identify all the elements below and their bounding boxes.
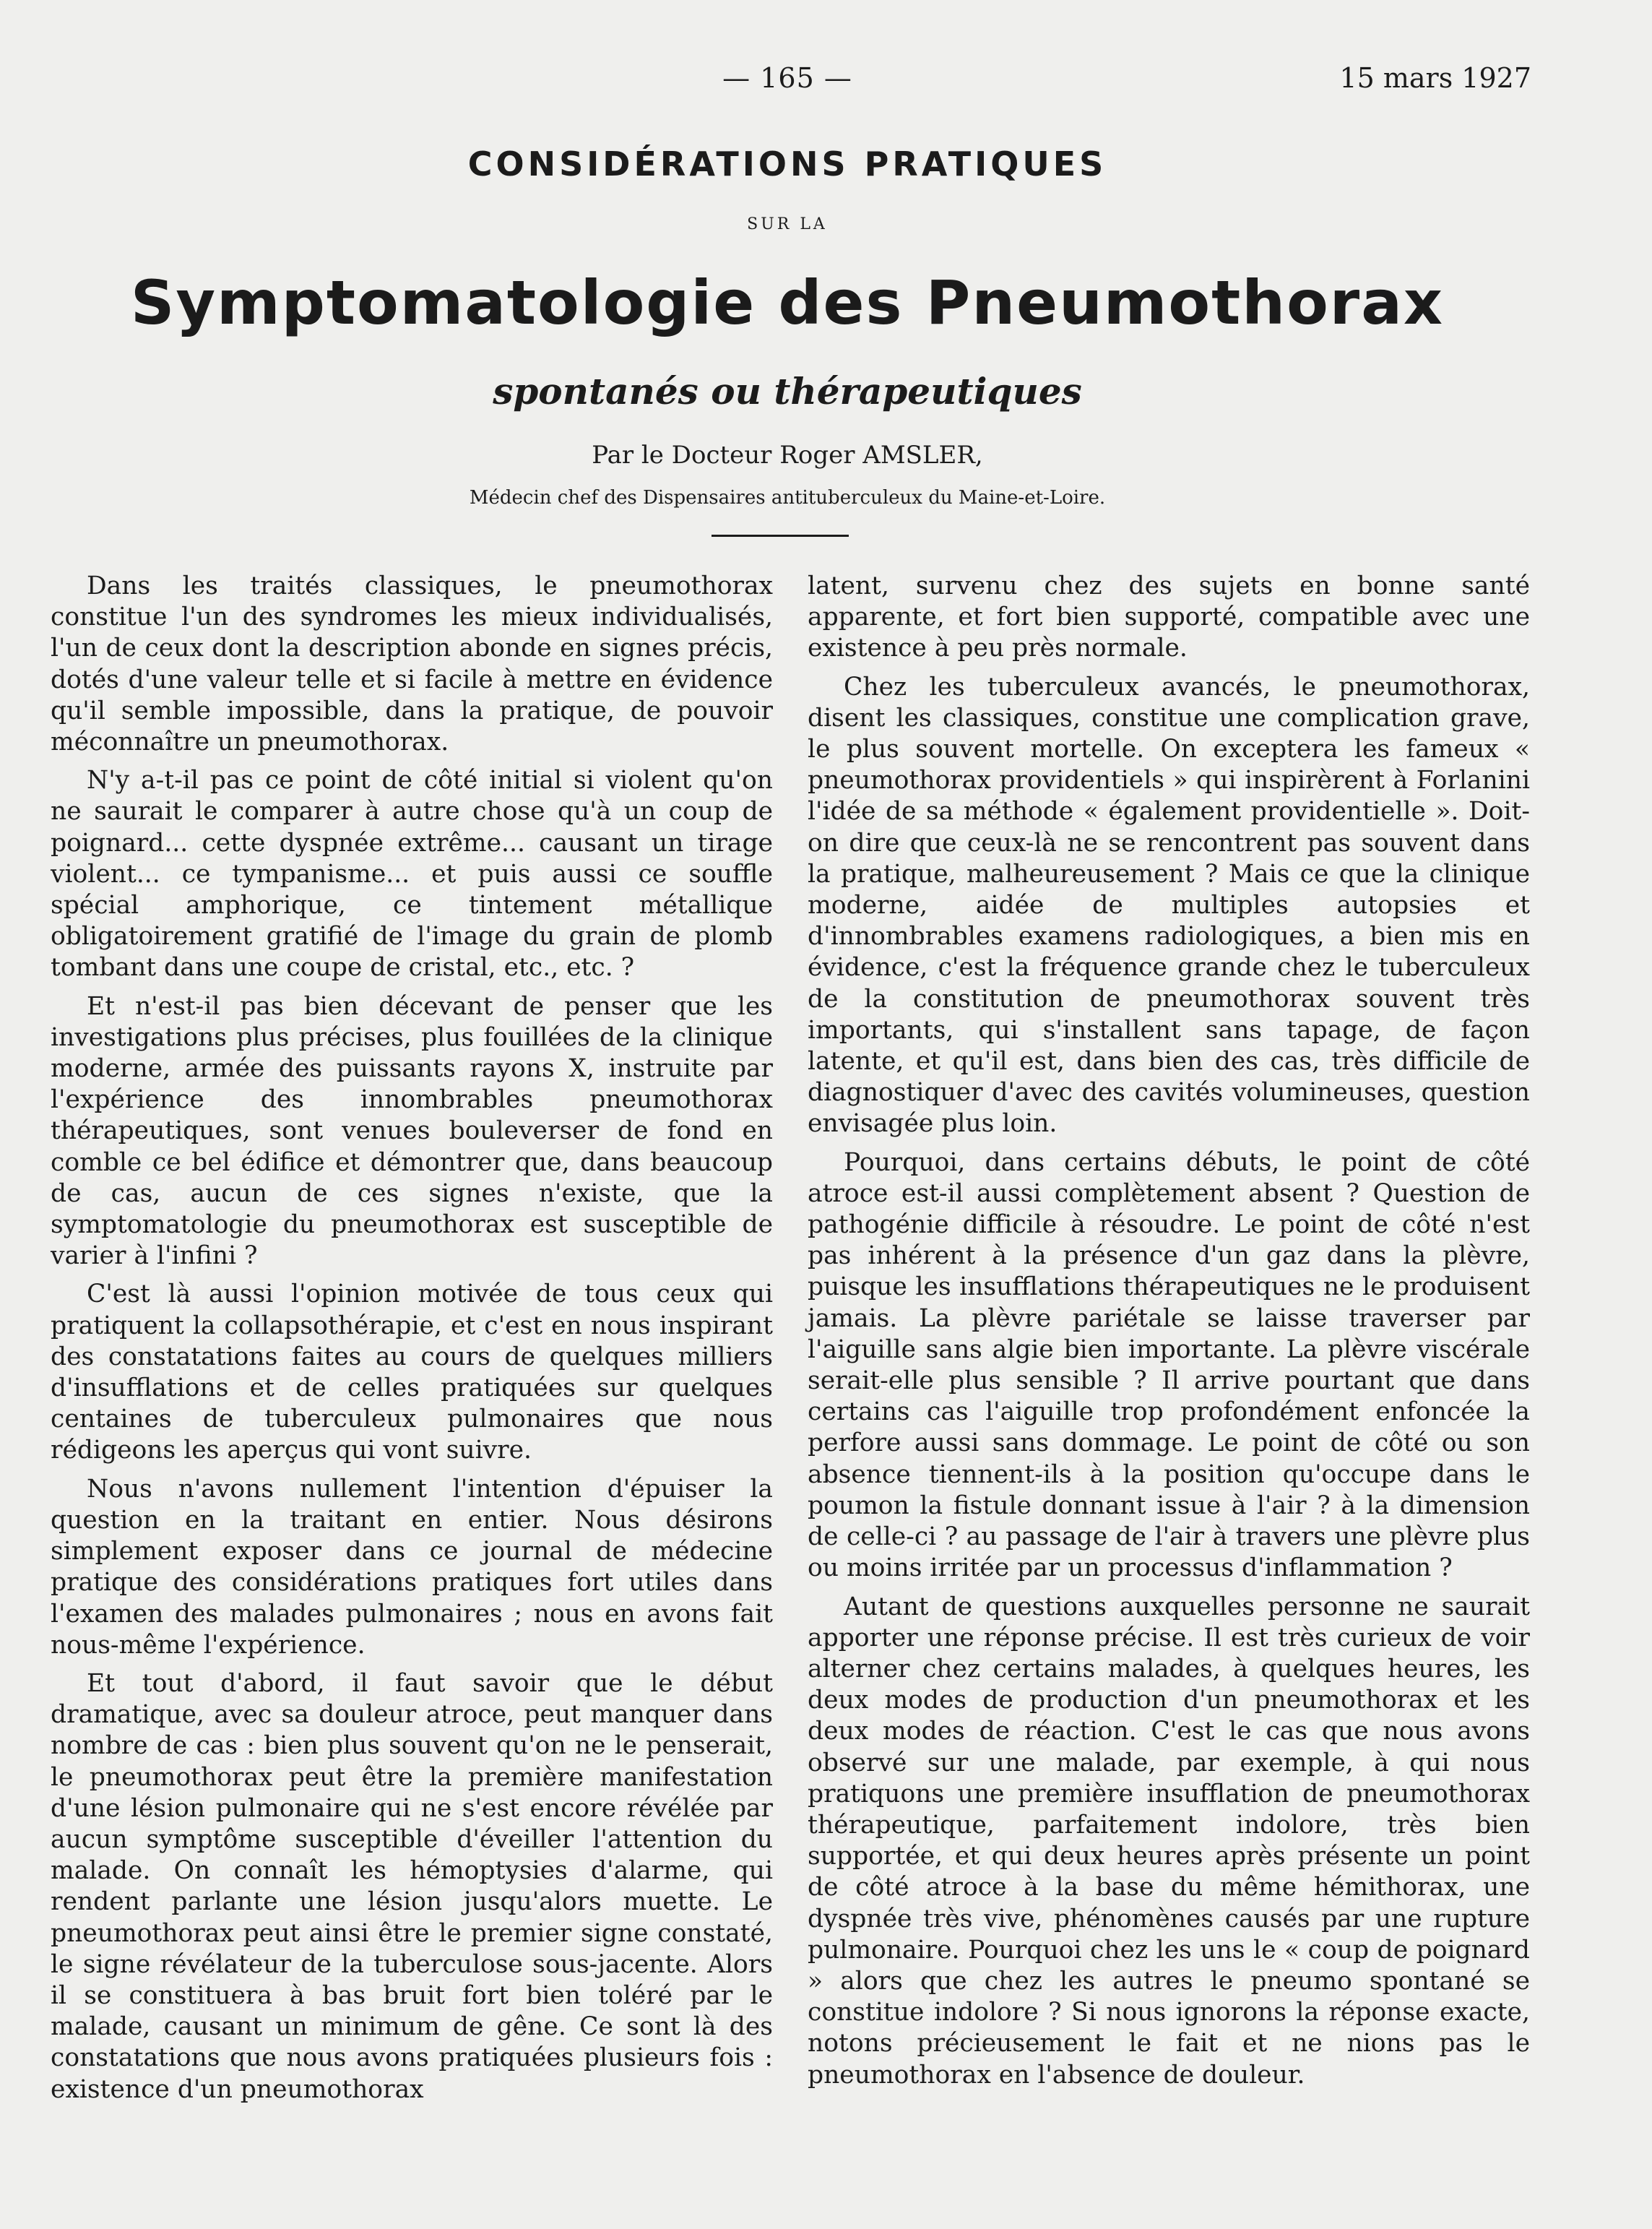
paragraph: Chez les tuberculeux avancés, le pneumothorax, disent les classiques, constitue une complication grave, le plus souvent mortelle. On exceptera les fameux « pneumothorax providentiels » qui inspirèrent à Forlanini l'idée de sa méthode « également providentielle ». Doit-on dire que ceux-là ne se rencontrent pas souvent dans la pratique, malheureusement ? Mais ce que la clinique moderne, aidée de multiples autopsies et d'innombrables examens radiologiques, a bien mis en évidence, c'est la fréquence grande chez le tuberculeux de la constitution de pneumothorax souvent très importants, qui s'installent sans tapage, de façon latente, et qu'il est, dans bien des cas, très difficile de diagnostiquer d'avec des cavités volumineuses, question envisagée plus loin. xyxy=(808,672,1530,1139)
paragraph: Dans les traités classiques, le pneumothorax constitue l'un des syndromes les mieux individualisés, l'un de ceux dont la description abonde en signes précis, dotés d'une valeur telle et si facile à mettre en évidence qu'il semble impossible, dans la pratique, de pouvoir méconnaître un pneumothorax. xyxy=(51,572,773,757)
paragraph: Autant de questions auxquelles personne ne saurait apporter une réponse précise. Il est très curieux de voir alterner chez certains malades, à quelques heures, les deux modes de production d'un pneumothorax et les deux modes de réaction. C'est le cas que nous avons observé sur une malade, par exemple, à qui nous pratiquons une première insufflation de pneumothorax thérapeutique, parfaitement indolore, très bien supportée, et qui deux heures après présente un point de côté atroce à la base du même hémithorax, une dyspnée très vive, phénomènes causés par une rupture pulmonaire. Pourquoi chez les uns le « coup de poignard » alors que chez les autres le pneumo spontané se constitue indolore ? Si nous ignorons la réponse exacte, notons précieusement le fait et ne nions pas le pneumothorax en l'absence de douleur. xyxy=(808,1592,1530,2090)
article-title: Symptomatologie des Pneumothorax xyxy=(130,267,1445,338)
title-connector: SUR LA xyxy=(747,215,828,233)
paragraph-continuation: latent, survenu chez des sujets en bonne santé apparente, et fort bien supporté, compatible avec une existence à peu près normale. xyxy=(808,572,1530,663)
paragraph: Et n'est-il pas bien décevant de penser que les investigations plus précises, plus fouillées de la clinique moderne, armée des puissants rayons X, instruite par l'expérience des innombrables pneumothorax thérapeutiques, sont venues bouleverser de fond en comble ce bel édifice et démontrer que, dans beaucoup de cas, aucun de ces signes n'existe, que la symptomatologie du pneumothorax est susceptible de varier à l'infini ? xyxy=(51,991,773,1271)
title-divider xyxy=(712,535,849,537)
issue-date: 15 mars 1927 xyxy=(1339,62,1531,94)
left-column xyxy=(51,571,773,2113)
paragraph: N'y a-t-il pas ce point de côté initial si violent qu'on ne saurait le comparer à autre chose qu'à un coup de poignard... cette dyspnée extrême... causant un tirage violent... ce tympanisme... et puis aussi ce souffle spécial amphorique, ce tintement métallique obligatoirement gratifié de l'image du grain de plomb tombant dans une coupe de cristal, etc., etc. ? xyxy=(51,766,773,983)
paragraph: Et tout d'abord, il faut savoir que le début dramatique, avec sa douleur atroce, peut manquer dans nombre de cas : bien plus souvent qu'on ne le penserait, le pneumothorax peut être la première manifestation d'une lésion pulmonaire qui ne s'est encore révélée par aucun symptôme susceptible d'éveiller l'attention du malade. On connaît les hémoptysies d'alarme, qui rendent parlante une lésion jusqu'alors muette. Le pneumothorax peut ainsi être le premier signe constaté, le signe révélateur de la tuberculose sous-jacente. Alors il se constituera à bas bruit fort bien toléré par le malade, causant un minimum de gêne. Ce sont là des constatations que nous avons pratiquées plusieurs fois : existence d'un pneumothorax xyxy=(51,1668,773,2104)
author-affiliation: Médecin chef des Dispensaires antituberculeux du Maine-et-Loire. xyxy=(469,487,1106,509)
article-subtitle: spontanés ou thérapeutiques xyxy=(493,370,1082,413)
paragraph: Pourquoi, dans certains débuts, le point de côté atroce est-il aussi complètement absent ? Question de pathogénie difficile à résoudre. Le point de côté n'est pas inhérent à la présence d'un gaz dans la plèvre, puisque les insufflations thérapeutiques ne le produisent jamais. La plèvre pariétale se laisse traverser par l'aiguille sans algie bien importante. La plèvre viscérale serait-elle plus sensible ? Il arrive pourtant que dans certains cas l'aiguille trop profondément enfoncée la perfore aussi sans dommage. Le point de côté ou son absence tiennent-ils à la position qu'occupe dans le poumon la fistule donnant issue à l'air ? à la dimension de celle-ci ? au passage de l'air à travers une plèvre plus ou moins irritée par un processus d'inflammation ? xyxy=(808,1147,1530,1583)
author-line: Par le Docteur Roger AMSLER, xyxy=(592,441,983,470)
article-kicker: CONSIDÉRATIONS PRATIQUES xyxy=(467,145,1107,184)
page-number: — 165 — xyxy=(722,62,852,94)
paragraph: Nous n'avons nullement l'intention d'épuiser la question en la traitant en entier. Nous désirons simplement exposer dans ce journal de médecine pratique des considérations pratiques fort utiles dans l'examen des malades pulmonaires ; nous en avons fait nous-même l'expérience. xyxy=(51,1474,773,1660)
right-column xyxy=(808,571,1530,2098)
paragraph: C'est là aussi l'opinion motivée de tous ceux qui pratiquent la collapsothérapie, et c'est en nous inspirant des constatations faites au cours de quelques milliers d'insufflations et de celles pratiquées sur quelques centaines de tuberculeux pulmonaires que nous rédigeons les aperçus qui vont suivre. xyxy=(51,1280,773,1465)
